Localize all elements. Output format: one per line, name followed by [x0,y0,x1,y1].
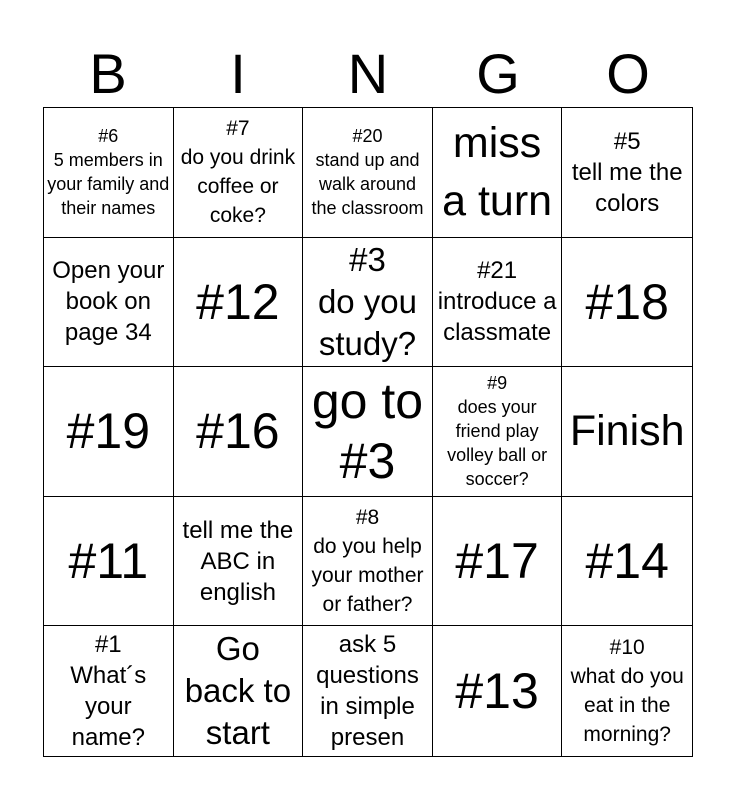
cell-text: #13 [455,663,539,720]
bingo-header [43,40,693,108]
bingo-cell-r1c5[interactable] [562,108,692,238]
bingo-cell-r5c5[interactable] [562,626,692,756]
cell-text: #19 [66,403,151,460]
header-letter-n: N [347,42,389,105]
cell-text: Finish [569,407,685,456]
bingo-cell-r4c2[interactable] [174,497,304,627]
bingo-cell-r4c4[interactable] [433,497,563,627]
bingo-cell-r5c1[interactable] [44,626,174,756]
bingo-cell-r4c1[interactable] [44,497,174,627]
bingo-cell-r3c3[interactable] [303,367,433,497]
bingo-cell-r1c4[interactable] [433,108,563,238]
cell-text: #6 5 members in your family and their names [47,126,170,219]
bingo-cell-r3c2[interactable] [174,367,304,497]
cell-text: #3 do you study? [317,240,418,362]
header-letter-o: O [606,42,650,105]
bingo-cell-r3c4[interactable] [433,367,563,497]
cell-text: #18 [585,273,669,330]
cell-text: #10 what do you eat in the morning? [570,636,684,747]
header-letter-i: I [230,42,246,105]
cell-text: #9 does your friend play volley ball or soccer? [447,373,548,490]
bingo-cell-r5c4[interactable] [433,626,563,756]
header-letter-g: G [476,42,520,105]
bingo-cell-r2c4[interactable] [433,238,563,368]
bingo-cell-r2c1[interactable] [44,238,174,368]
cell-text: #11 [68,533,149,590]
bingo-cell-r4c5[interactable] [562,497,692,627]
cell-text: tell me the ABC in english [182,516,294,606]
cell-text: miss a turn [442,119,553,226]
cell-text: #21 introduce a classmate [437,257,557,347]
cell-text: #16 [196,403,280,460]
cell-text: #5 tell me the colors [571,127,683,217]
cell-text: Go back to start [184,630,292,752]
bingo-cell-r1c1[interactable] [44,108,174,238]
cell-text: ask 5 questions in simple presen [316,631,419,752]
bingo-board [43,107,693,757]
bingo-cell-r1c3[interactable] [303,108,433,238]
cell-text: Open your book on page 34 [52,257,165,347]
bingo-cell-r1c2[interactable] [174,108,304,238]
cell-text: #20 stand up and walk around the classroom [311,126,424,219]
bingo-cell-r3c5[interactable] [562,367,692,497]
bingo-cell-r5c3[interactable] [303,626,433,756]
bingo-cell-r2c3[interactable] [303,238,433,368]
cell-text: #14 [585,533,669,590]
bingo-cell-r4c3[interactable] [303,497,433,627]
cell-text: #12 [196,273,280,330]
header-letter-b: B [89,42,127,105]
cell-text: go to #3 [311,373,424,490]
bingo-cell-r2c5[interactable] [562,238,692,368]
cell-text: #17 [455,533,539,590]
bingo-cell-r5c2[interactable] [174,626,304,756]
bingo-cell-r2c2[interactable] [174,238,304,368]
bingo-cell-r3c1[interactable] [44,367,174,497]
cell-text: #8 do you help your mother or father? [311,506,424,617]
cell-text: #1 What´s your name? [70,631,147,752]
cell-text: #7 do you drink coffee or coke? [180,117,296,228]
